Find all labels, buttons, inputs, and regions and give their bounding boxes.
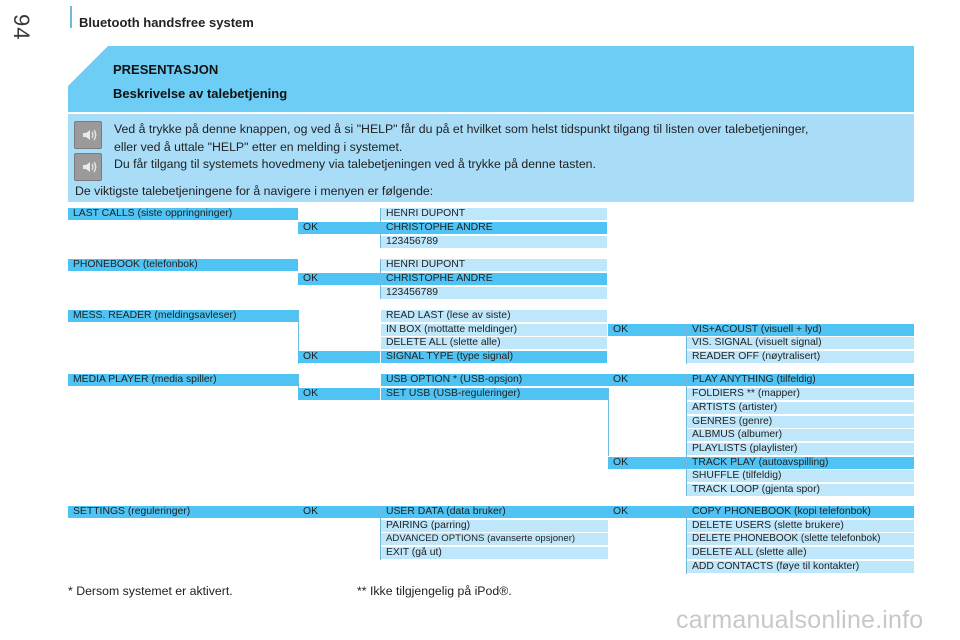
submenu-item: READER OFF (nøytralisert) [687, 351, 914, 363]
submenu-item: IN BOX (mottatte meldinger) [381, 324, 607, 336]
submenu-item: DELETE ALL (slette alle) [381, 337, 607, 349]
submenu-item: SET USB (USB-reguleringer) [381, 388, 608, 400]
submenu-item: ALBMUS (albumer) [687, 429, 914, 441]
section-subtitle: Beskrivelse av talebetjening [113, 86, 288, 101]
submenu-item: HENRI DUPONT [381, 208, 607, 220]
submenu-item: ARTISTS (artister) [687, 402, 914, 414]
header-title: Bluetooth handsfree system [79, 15, 254, 30]
submenu-item: DELETE USERS (slette brukere) [687, 520, 914, 532]
submenu-item: PLAY ANYTHING (tilfeldig) [687, 374, 914, 386]
submenu-item: 123456789 [381, 236, 607, 248]
submenu-item: ADVANCED OPTIONS (avanserte opsjoner) [381, 533, 608, 545]
submenu-item: VIS+ACOUST (visuell + lyd) [687, 324, 914, 336]
menu-item-mess-reader: MESS. READER (meldingsavleser) [68, 310, 298, 322]
ok-label: OK [608, 457, 686, 469]
submenu-item: VIS. SIGNAL (visuelt signal) [687, 337, 914, 349]
submenu-item: READ LAST (lese av siste) [381, 310, 607, 322]
info-text-line: Du får tilgang til systemets hovedmeny via talebetjeningen ved å trykke på denne tasten. [114, 157, 596, 171]
submenu-item: GENRES (genre) [687, 416, 914, 428]
submenu-item: DELETE PHONEBOOK (slette telefonbok) [687, 533, 914, 545]
submenu-item: TRACK LOOP (gjenta spor) [687, 484, 914, 496]
footnote: * Dersom systemet er aktivert. [68, 584, 233, 598]
submenu-item: USER DATA (data bruker) [381, 506, 608, 518]
ok-label: OK [298, 351, 380, 363]
menu-item-last-calls: LAST CALLS (siste oppringninger) [68, 208, 298, 220]
footnote: ** Ikke tilgjengelig på iPod®. [357, 584, 512, 598]
submenu-item: SHUFFLE (tilfeldig) [687, 470, 914, 482]
section-title: PRESENTASJON [113, 62, 219, 77]
ok-label: OK [298, 222, 380, 234]
submenu-item: TRACK PLAY (autoavspilling) [687, 457, 914, 469]
watermark: carmanualsonline.info [676, 606, 924, 634]
submenu-item: EXIT (gå ut) [381, 547, 608, 559]
submenu-item: ADD CONTACTS (føye til kontakter) [687, 561, 914, 573]
submenu-item: SIGNAL TYPE (type signal) [381, 351, 607, 363]
submenu-item: FOLDIERS ** (mapper) [687, 388, 914, 400]
page-number: 94 [9, 14, 34, 41]
header-accent-bar [70, 6, 72, 28]
submenu-item: 123456789 [381, 287, 607, 299]
voice-command-icon [74, 121, 102, 149]
menu-item-phonebook: PHONEBOOK (telefonbok) [68, 259, 298, 271]
menu-connector [608, 388, 609, 456]
menu-item-settings: SETTINGS (reguleringer) [68, 506, 298, 518]
submenu-item: PLAYLISTS (playlister) [687, 443, 914, 455]
submenu-item: HENRI DUPONT [381, 259, 607, 271]
submenu-item: COPY PHONEBOOK (kopi telefonbok) [687, 506, 914, 518]
ok-label: OK [298, 388, 380, 400]
ok-label: OK [298, 273, 380, 285]
submenu-item: DELETE ALL (slette alle) [687, 547, 914, 559]
voice-command-icon [74, 153, 102, 181]
menu-item-media-player: MEDIA PLAYER (media spiller) [68, 374, 298, 386]
submenu-item: CHRISTOPHE ANDRÉ [381, 273, 607, 285]
ok-label: OK [608, 324, 686, 336]
info-text-line: Ved å trykke på denne knappen, og ved å si "HELP" får du på et hvilket som helst tidspunkt tilgang til listen over talebetjeninger, [114, 122, 809, 136]
ok-label: OK [608, 374, 686, 386]
submenu-item: PAIRING (parring) [381, 520, 608, 532]
section-title-band [68, 46, 914, 112]
submenu-item: USB OPTION * (USB-opsjon) [381, 374, 608, 386]
info-text-line: De viktigste talebetjeningene for å navigere i menyen er følgende: [75, 184, 434, 198]
ok-label: OK [608, 506, 687, 518]
submenu-item: CHRISTOPHE ANDRÉ [381, 222, 607, 234]
info-text-line: eller ved å uttale "HELP" etter en melding i systemet. [114, 140, 403, 154]
ok-label: OK [298, 506, 381, 518]
